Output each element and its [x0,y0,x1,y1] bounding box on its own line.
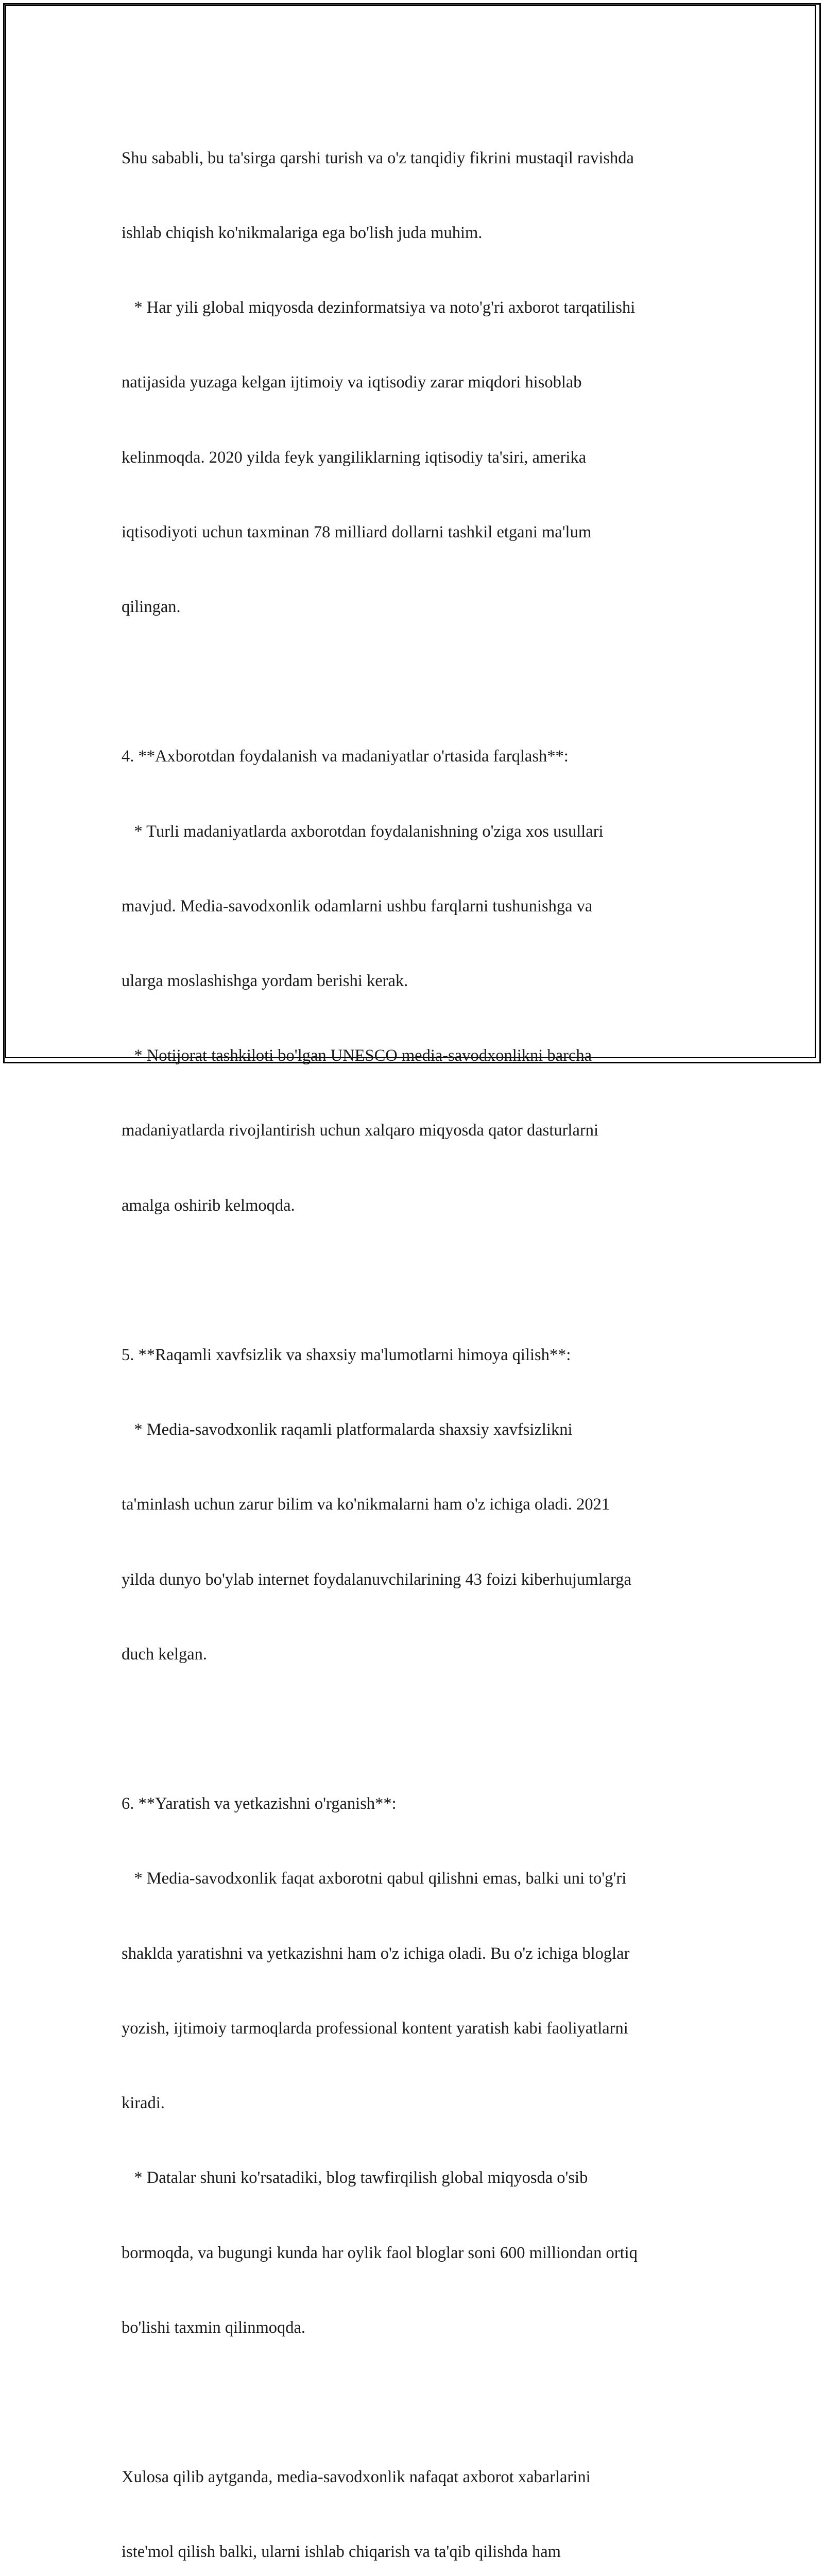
conclusion-line: Xulosa qilib aytganda, media-savodxonlik nafaqat axborot xabarlarini [122,2468,591,2487]
text-line: kelinmoqda. 2020 yilda feyk yangiliklarning iqtisodiy ta'siri, amerika [122,448,587,467]
text-line: bo'lishi taxmin qilinmoqda. [122,2318,306,2337]
text-line: shaklda yaratishni va yetkazishni ham o'z ichiga oladi. Bu o'z ichiga bloglar [122,1944,630,1963]
section-heading: 6. **Yaratish va yetkazishni o'rganish**: [122,1794,397,1814]
text-line: iqtisodiyoti uchun taxminan 78 milliard dollarni tashkil etgani ma'lum [122,522,592,541]
blank-line [122,669,714,694]
text-line: bormoqda, va bugungi kunda har oylik faol bloglar soni 600 milliondan ortiq [122,2243,638,2262]
text-line: * Turli madaniyatlarda axborotdan foydalanishning o'ziga xos usullari [122,822,604,841]
text-line: * Har yili global miqyosda dezinformatsiya va noto'g'ri axborot tarqatilishi [122,298,636,317]
text-line: * Media-savodxonlik raqamli platformalarda shaxsiy xavfsizlikni [122,1420,573,1439]
text-line: natijasida yuzaga kelgan ijtimoiy va iqtisodiy zarar miqdori hisoblab [122,373,582,392]
text-line: ta'minlash uchun zarur bilim va ko'nikmalarni ham o'z ichiga oladi. 2021 [122,1495,610,1514]
section-heading: 5. **Raqamli xavfsizlik va shaxsiy ma'lumotlarni himoya qilish**: [122,1346,571,1365]
blank-line [122,1268,714,1293]
text-line: qilingan. [122,598,181,617]
text-line: yozish, ijtimoiy tarmoqlarda professional kontent yaratish kabi faoliyatlarni [122,2019,628,2038]
text-line: mavjud. Media-savodxonlik odamlarni ushbu farqlarni tushunishga va [122,896,593,916]
text-line: ishlab chiqish ko'nikmalariga ega bo'lish juda muhim. [122,224,483,243]
text-line: kiradi. [122,2094,165,2113]
text-line: amalga oshirib kelmoqda. [122,1196,295,1215]
text-line: madaniyatlarda rivojlantirish uchun xalqaro miqyosda qator dasturlarni [122,1121,598,1140]
text-line: yilda dunyo bo'ylab internet foydalanuvchilarining 43 foizi kiberhujumlarga [122,1570,631,1589]
document-body [122,96,714,2576]
section-heading: 4. **Axborotdan foydalanish va madaniyatlar o'rtasida farqlash**: [122,747,569,766]
blank-line [122,1717,714,1741]
blank-line [122,2390,714,2415]
text-line: Shu sababli, bu ta'sirga qarshi turish va o'z tanqidiy fikrini mustaqil ravishda [122,148,634,167]
text-line: ularga moslashishga yordam berishi kerak. [122,972,408,991]
text-line: * Notijorat tashkiloti bo'lgan UNESCO media-savodxonlikni barcha [122,1046,592,1065]
text-line: * Media-savodxonlik faqat axborotni qabul qilishni emas, balki uni to'g'ri [122,1869,627,1888]
conclusion-line: iste'mol qilish balki, ularni ishlab chiqarish va ta'qib qilishda ham [122,2543,561,2562]
text-line: * Datalar shuni ko'rsatadiki, blog tawfirqilish global miqyosda o'sib [122,2168,588,2188]
text-line: duch kelgan. [122,1645,208,1664]
